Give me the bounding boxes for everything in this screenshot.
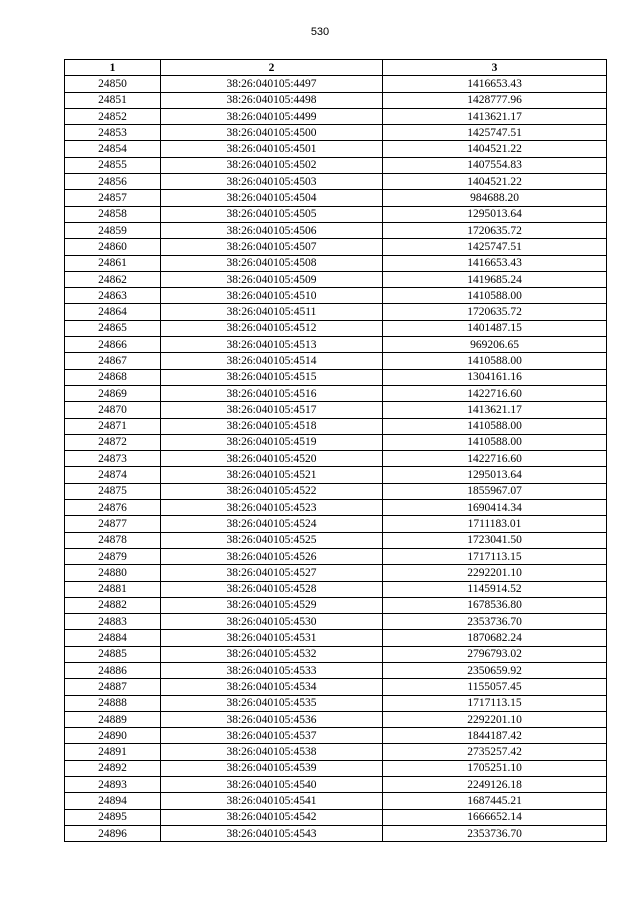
row-number-cell: 24896 (65, 825, 161, 841)
value-cell: 1404521.22 (383, 141, 607, 157)
table-row (65, 451, 607, 467)
value-cell: 1413621.17 (383, 402, 607, 418)
cadastral-number-cell: 38:26:040105:4501 (161, 141, 383, 157)
table-row (65, 434, 607, 450)
table-row (65, 271, 607, 287)
value-cell: 1401487.15 (383, 320, 607, 336)
value-cell: 1410588.00 (383, 353, 607, 369)
row-number-cell: 24850 (65, 76, 161, 92)
value-cell: 1404521.22 (383, 174, 607, 190)
value-cell: 1410588.00 (383, 434, 607, 450)
table-row (65, 418, 607, 434)
table-row (65, 711, 607, 727)
data-table (64, 59, 607, 842)
table-row (65, 483, 607, 499)
value-cell: 1428777.96 (383, 92, 607, 108)
row-number-cell: 24876 (65, 500, 161, 516)
cadastral-number-cell: 38:26:040105:4521 (161, 467, 383, 483)
cadastral-number-cell: 38:26:040105:4533 (161, 662, 383, 678)
value-cell: 1723041.50 (383, 532, 607, 548)
value-cell: 1720635.72 (383, 222, 607, 238)
cadastral-number-cell: 38:26:040105:4537 (161, 728, 383, 744)
table-row (65, 679, 607, 695)
row-number-cell: 24881 (65, 581, 161, 597)
value-cell: 1422716.60 (383, 385, 607, 401)
cadastral-number-cell: 38:26:040105:4530 (161, 614, 383, 630)
cadastral-number-cell: 38:26:040105:4528 (161, 581, 383, 597)
table-row (65, 157, 607, 173)
table-row (65, 646, 607, 662)
row-number-cell: 24867 (65, 353, 161, 369)
row-number-cell: 24854 (65, 141, 161, 157)
column-header-3: 3 (383, 60, 607, 76)
value-cell: 1295013.64 (383, 467, 607, 483)
value-cell: 1410588.00 (383, 288, 607, 304)
table-row (65, 777, 607, 793)
value-cell: 2350659.92 (383, 662, 607, 678)
row-number-cell: 24895 (65, 809, 161, 825)
value-cell: 1155057.45 (383, 679, 607, 695)
table-row (65, 402, 607, 418)
cadastral-number-cell: 38:26:040105:4508 (161, 255, 383, 271)
row-number-cell: 24862 (65, 271, 161, 287)
cadastral-number-cell: 38:26:040105:4543 (161, 825, 383, 841)
cadastral-number-cell: 38:26:040105:4525 (161, 532, 383, 548)
row-number-cell: 24891 (65, 744, 161, 760)
cadastral-number-cell: 38:26:040105:4517 (161, 402, 383, 418)
table-row (65, 320, 607, 336)
value-cell: 1416653.43 (383, 255, 607, 271)
value-cell: 984688.20 (383, 190, 607, 206)
cadastral-number-cell: 38:26:040105:4506 (161, 222, 383, 238)
cadastral-number-cell: 38:26:040105:4536 (161, 711, 383, 727)
cadastral-number-cell: 38:26:040105:4512 (161, 320, 383, 336)
row-number-cell: 24860 (65, 239, 161, 255)
value-cell: 1705251.10 (383, 760, 607, 776)
table-row (65, 288, 607, 304)
cadastral-number-cell: 38:26:040105:4519 (161, 434, 383, 450)
table-row (65, 548, 607, 564)
value-cell: 2353736.70 (383, 614, 607, 630)
table-row (65, 728, 607, 744)
cadastral-number-cell: 38:26:040105:4527 (161, 565, 383, 581)
cadastral-number-cell: 38:26:040105:4524 (161, 516, 383, 532)
cadastral-number-cell: 38:26:040105:4542 (161, 809, 383, 825)
cadastral-number-cell: 38:26:040105:4505 (161, 206, 383, 222)
row-number-cell: 24866 (65, 337, 161, 353)
cadastral-number-cell: 38:26:040105:4500 (161, 125, 383, 141)
table-row (65, 825, 607, 841)
table-row (65, 337, 607, 353)
value-cell: 1295013.64 (383, 206, 607, 222)
cadastral-number-cell: 38:26:040105:4511 (161, 304, 383, 320)
value-cell: 1145914.52 (383, 581, 607, 597)
row-number-cell: 24884 (65, 630, 161, 646)
value-cell: 2249126.18 (383, 777, 607, 793)
table-row (65, 255, 607, 271)
table-row (65, 516, 607, 532)
table-row (65, 760, 607, 776)
cadastral-number-cell: 38:26:040105:4516 (161, 385, 383, 401)
table-row (65, 92, 607, 108)
value-cell: 1678536.80 (383, 597, 607, 613)
cadastral-number-cell: 38:26:040105:4540 (161, 777, 383, 793)
cadastral-number-cell: 38:26:040105:4509 (161, 271, 383, 287)
value-cell: 2292201.10 (383, 565, 607, 581)
value-cell: 2735257.42 (383, 744, 607, 760)
table-row (65, 141, 607, 157)
table-row (65, 222, 607, 238)
table-row (65, 467, 607, 483)
header-row (65, 60, 607, 76)
row-number-cell: 24893 (65, 777, 161, 793)
value-cell: 1690414.34 (383, 500, 607, 516)
row-number-cell: 24872 (65, 434, 161, 450)
row-number-cell: 24856 (65, 174, 161, 190)
value-cell: 969206.65 (383, 337, 607, 353)
row-number-cell: 24852 (65, 108, 161, 124)
cadastral-number-cell: 38:26:040105:4526 (161, 548, 383, 564)
row-number-cell: 24855 (65, 157, 161, 173)
row-number-cell: 24870 (65, 402, 161, 418)
row-number-cell: 24857 (65, 190, 161, 206)
cadastral-number-cell: 38:26:040105:4515 (161, 369, 383, 385)
row-number-cell: 24890 (65, 728, 161, 744)
value-cell: 2292201.10 (383, 711, 607, 727)
row-number-cell: 24874 (65, 467, 161, 483)
value-cell: 1855967.07 (383, 483, 607, 499)
row-number-cell: 24865 (65, 320, 161, 336)
row-number-cell: 24877 (65, 516, 161, 532)
row-number-cell: 24864 (65, 304, 161, 320)
table-row (65, 662, 607, 678)
row-number-cell: 24889 (65, 711, 161, 727)
row-number-cell: 24882 (65, 597, 161, 613)
cadastral-number-cell: 38:26:040105:4523 (161, 500, 383, 516)
cadastral-number-cell: 38:26:040105:4518 (161, 418, 383, 434)
row-number-cell: 24886 (65, 662, 161, 678)
table-row (65, 744, 607, 760)
cadastral-number-cell: 38:26:040105:4522 (161, 483, 383, 499)
cadastral-number-cell: 38:26:040105:4499 (161, 108, 383, 124)
cadastral-number-cell: 38:26:040105:4507 (161, 239, 383, 255)
row-number-cell: 24869 (65, 385, 161, 401)
cadastral-number-cell: 38:26:040105:4520 (161, 451, 383, 467)
table-row (65, 239, 607, 255)
value-cell: 1407554.83 (383, 157, 607, 173)
value-cell: 1666652.14 (383, 809, 607, 825)
row-number-cell: 24885 (65, 646, 161, 662)
table-row (65, 190, 607, 206)
cadastral-number-cell: 38:26:040105:4502 (161, 157, 383, 173)
value-cell: 1425747.51 (383, 239, 607, 255)
cadastral-number-cell: 38:26:040105:4541 (161, 793, 383, 809)
value-cell: 1304161.16 (383, 369, 607, 385)
value-cell: 1413621.17 (383, 108, 607, 124)
cadastral-number-cell: 38:26:040105:4535 (161, 695, 383, 711)
cadastral-number-cell: 38:26:040105:4538 (161, 744, 383, 760)
table-row (65, 695, 607, 711)
row-number-cell: 24873 (65, 451, 161, 467)
row-number-cell: 24863 (65, 288, 161, 304)
row-number-cell: 24868 (65, 369, 161, 385)
cadastral-number-cell: 38:26:040105:4514 (161, 353, 383, 369)
cadastral-number-cell: 38:26:040105:4510 (161, 288, 383, 304)
table-row (65, 630, 607, 646)
table-row (65, 532, 607, 548)
row-number-cell: 24879 (65, 548, 161, 564)
table-row (65, 369, 607, 385)
row-number-cell: 24887 (65, 679, 161, 695)
value-cell: 1422716.60 (383, 451, 607, 467)
cadastral-number-cell: 38:26:040105:4497 (161, 76, 383, 92)
table-row (65, 76, 607, 92)
value-cell: 1870682.24 (383, 630, 607, 646)
row-number-cell: 24880 (65, 565, 161, 581)
table-row (65, 206, 607, 222)
table-body (65, 76, 607, 842)
table-row (65, 125, 607, 141)
table-row (65, 793, 607, 809)
cadastral-number-cell: 38:26:040105:4531 (161, 630, 383, 646)
table-row (65, 500, 607, 516)
row-number-cell: 24894 (65, 793, 161, 809)
row-number-cell: 24892 (65, 760, 161, 776)
value-cell: 1717113.15 (383, 548, 607, 564)
table-row (65, 385, 607, 401)
value-cell: 1416653.43 (383, 76, 607, 92)
cadastral-number-cell: 38:26:040105:4532 (161, 646, 383, 662)
row-number-cell: 24853 (65, 125, 161, 141)
row-number-cell: 24859 (65, 222, 161, 238)
cadastral-number-cell: 38:26:040105:4504 (161, 190, 383, 206)
value-cell: 1410588.00 (383, 418, 607, 434)
cadastral-number-cell: 38:26:040105:4534 (161, 679, 383, 695)
row-number-cell: 24851 (65, 92, 161, 108)
row-number-cell: 24875 (65, 483, 161, 499)
value-cell: 1720635.72 (383, 304, 607, 320)
value-cell: 1717113.15 (383, 695, 607, 711)
cadastral-number-cell: 38:26:040105:4513 (161, 337, 383, 353)
table-row (65, 353, 607, 369)
value-cell: 2353736.70 (383, 825, 607, 841)
table-row (65, 809, 607, 825)
cadastral-number-cell: 38:26:040105:4529 (161, 597, 383, 613)
value-cell: 1687445.21 (383, 793, 607, 809)
page-number: 530 (310, 26, 330, 38)
row-number-cell: 24883 (65, 614, 161, 630)
row-number-cell: 24878 (65, 532, 161, 548)
value-cell: 1844187.42 (383, 728, 607, 744)
table-row (65, 174, 607, 190)
row-number-cell: 24861 (65, 255, 161, 271)
table-row (65, 108, 607, 124)
table-row (65, 597, 607, 613)
column-header-2: 2 (161, 60, 383, 76)
table-header (65, 60, 607, 76)
row-number-cell: 24858 (65, 206, 161, 222)
row-number-cell: 24871 (65, 418, 161, 434)
table-row (65, 614, 607, 630)
cadastral-number-cell: 38:26:040105:4503 (161, 174, 383, 190)
table-row (65, 581, 607, 597)
row-number-cell: 24888 (65, 695, 161, 711)
value-cell: 2796793.02 (383, 646, 607, 662)
table-row (65, 304, 607, 320)
value-cell: 1425747.51 (383, 125, 607, 141)
cadastral-number-cell: 38:26:040105:4539 (161, 760, 383, 776)
table-row (65, 565, 607, 581)
cadastral-number-cell: 38:26:040105:4498 (161, 92, 383, 108)
value-cell: 1711183.01 (383, 516, 607, 532)
value-cell: 1419685.24 (383, 271, 607, 287)
column-header-1: 1 (65, 60, 161, 76)
